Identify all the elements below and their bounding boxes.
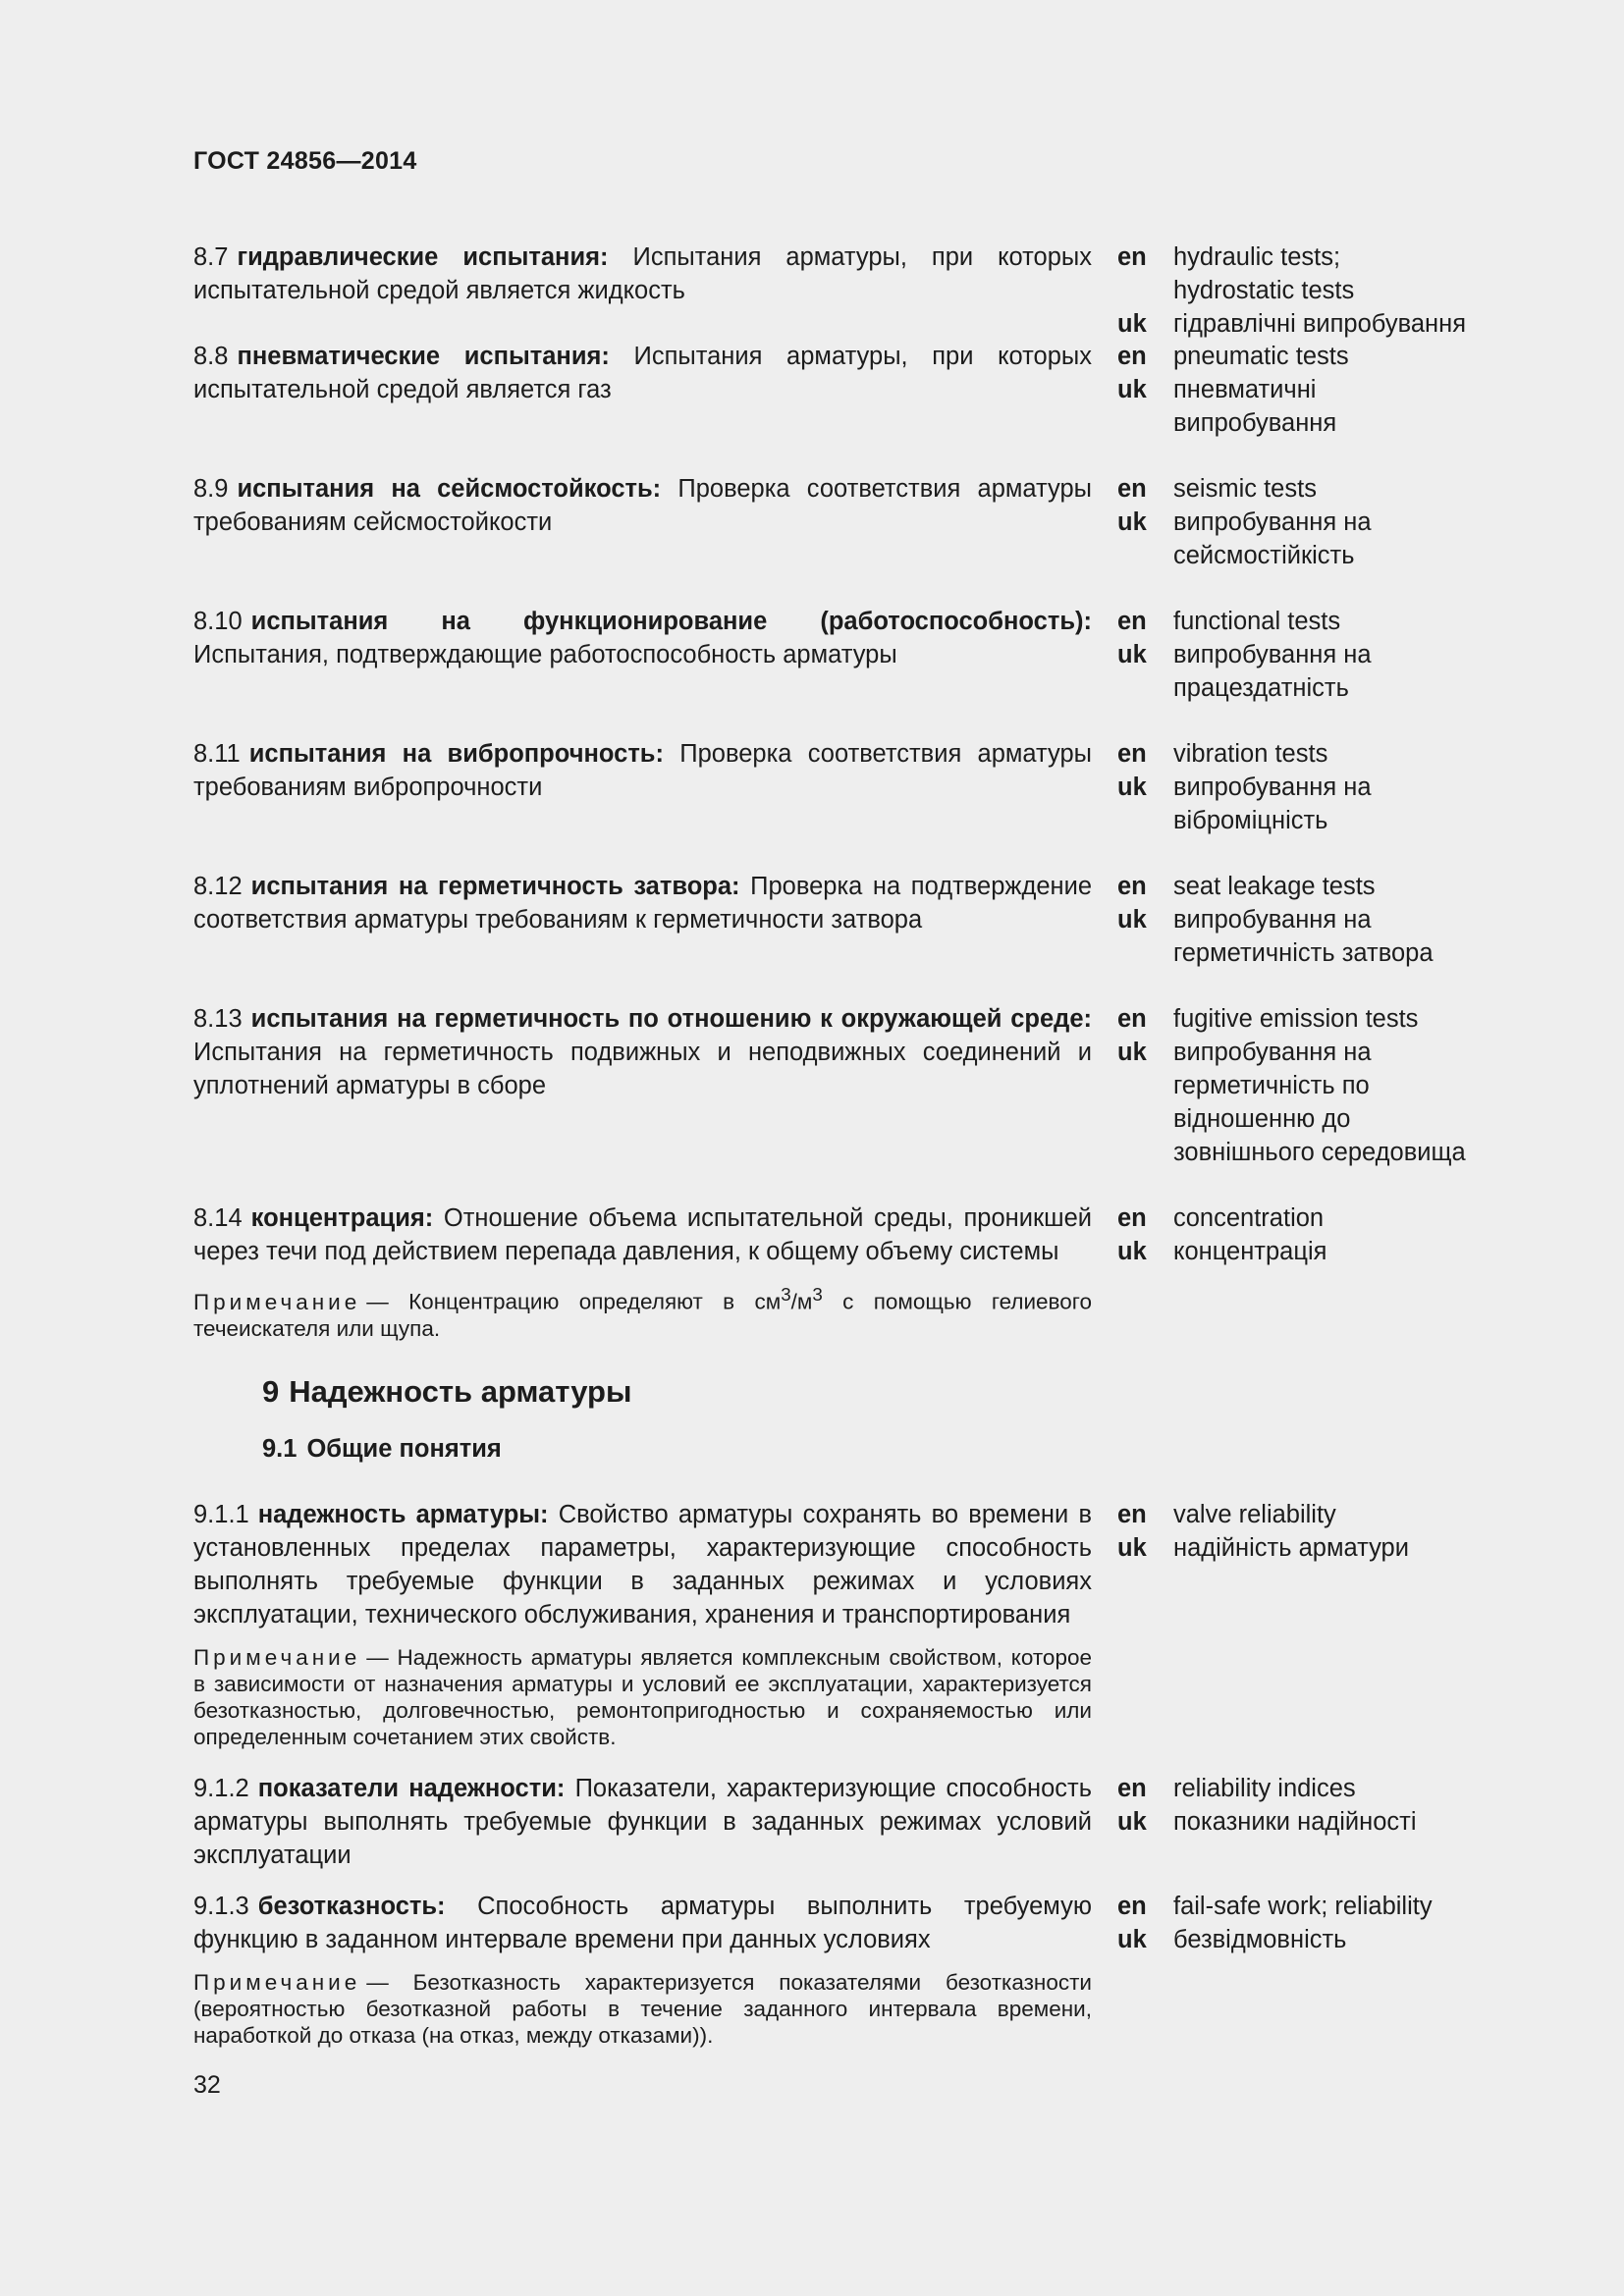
term-text: Проверка соответствия арматуры требованиям вибропрочности <box>193 740 1092 801</box>
term-translations <box>1117 1772 1451 1839</box>
term-entry-8-12 <box>193 870 1499 970</box>
term-definition <box>193 1498 1092 1631</box>
term-uk: випробування на працездатність <box>1173 641 1372 702</box>
term-uk: випробування на герметичність по відношенню до зовнішнього середовища <box>1173 1039 1466 1166</box>
term-text: Показатели, характеризующие способность арматуры выполнять требуемые функции в заданных режимах условий эксплуатации <box>193 1774 1092 1869</box>
term-en: seat leakage tests <box>1173 873 1376 900</box>
term-text: Способность арматуры выполнить требуемую функцию в заданном интервале времени при данных условиях <box>193 1892 1092 1953</box>
term-text: Отношение объема испытательной среды, проникшей через течи под действием перепада давления, к общему объему системы <box>193 1204 1092 1265</box>
term-entry-8-9 <box>193 472 1499 572</box>
term-text: Свойство арматуры сохранять во времени в установленных пределах параметры, характеризующие способность выполнять требуемые функции в заданных режимах и условиях эксплуатации, технического обслуживания, хранения и транспортирования <box>193 1500 1092 1629</box>
note-label: Примечание <box>193 1969 361 1995</box>
note-text-part: — Концентрацию определяют в см <box>366 1289 782 1314</box>
term-en: seismic tests <box>1173 475 1317 503</box>
term-uk: випробування на сейсмостійкість <box>1173 508 1372 569</box>
lang-code-en: en <box>1117 243 1147 271</box>
term-en: hydraulic tests; hydrostatic tests <box>1173 243 1355 304</box>
term-translations <box>1117 1890 1451 1956</box>
superscript: 3 <box>812 1284 823 1305</box>
term-name: надежность арматуры: <box>257 1500 549 1528</box>
subsection-title: Общие понятия <box>306 1434 502 1463</box>
term-en: valve reliability <box>1173 1500 1336 1528</box>
term-translations <box>1117 1201 1451 1268</box>
term-text: Проверка на подтверждение соответствия арматуры требованиям к герметичности затвора <box>193 873 1093 934</box>
section-number: 9 <box>262 1373 280 1409</box>
note-9-1-1 <box>193 1644 1092 1750</box>
term-entry-8-13 <box>193 1002 1499 1169</box>
page-header-doc-code: ГОСТ 24856—2014 <box>193 147 417 175</box>
term-translations <box>1117 1498 1451 1565</box>
lang-code-uk: uk <box>1117 1807 1147 1836</box>
lang-code-uk: uk <box>1117 376 1147 403</box>
note-8-14 <box>193 1281 1092 1342</box>
term-en: pneumatic tests <box>1173 343 1349 370</box>
lang-code-uk: uk <box>1117 1039 1147 1066</box>
term-translations <box>1117 737 1451 837</box>
note-text: — Безотказность характеризуется показателями безотказности (вероятностью безотказной работы в течение заданного интервала времени, наработкой до отказа (на отказ, между отказами)). <box>193 1969 1092 2048</box>
term-entry-9-1-3 <box>193 1890 1499 2049</box>
term-en: fail-safe work; reliability <box>1173 1892 1433 1920</box>
term-name: показатели надежности: <box>257 1774 566 1802</box>
section-heading-9 <box>262 1374 1499 1410</box>
term-translations <box>1117 340 1451 440</box>
term-uk: безвідмовність <box>1173 1925 1347 1953</box>
term-text: Испытания на герметичность подвижных и неподвижных соединений и уплотнений арматуры в сборе <box>193 1039 1092 1099</box>
term-definition <box>193 605 1092 671</box>
term-uk: випробування на віброміцність <box>1173 774 1372 834</box>
term-entry-9-1-1 <box>193 1498 1499 1750</box>
term-uk: випробування на герметичність затвора <box>1173 906 1434 967</box>
term-entry-9-1-2 <box>193 1772 1499 1872</box>
lang-code-uk: uk <box>1117 641 1147 668</box>
note-text-part: с помощью гелиевого течеискателя или щупа. <box>193 1289 1092 1341</box>
term-definition <box>193 472 1092 539</box>
note-text: — Надежность арматуры является комплексным свойством, которое в зависимости от назначения арматуры и условий ее эксплуатации, характеризуется безотказностью, долговечностью, ремонтопригодностью и сохраняемостью или определенным сочетанием этих свойств. <box>193 1644 1092 1749</box>
term-name: испытания на вибропрочность: <box>248 740 664 768</box>
term-number: 8.10 <box>193 608 243 635</box>
term-name: концентрация: <box>250 1204 434 1232</box>
term-text: Испытания арматуры, при которых испытательной средой является жидкость <box>193 243 1092 304</box>
note-text-part: /м <box>790 1289 813 1314</box>
term-number: 8.7 <box>193 243 229 271</box>
term-translations <box>1117 1002 1466 1169</box>
term-entry-8-8 <box>193 340 1499 440</box>
term-number: 8.12 <box>193 873 243 900</box>
lang-code-en: en <box>1117 740 1147 768</box>
page-number: 32 <box>193 2071 221 2099</box>
term-en: reliability indices <box>1173 1774 1356 1802</box>
lang-code-uk: uk <box>1117 508 1147 536</box>
term-name: испытания на функционирование (работоспособность): <box>250 608 1092 635</box>
term-number: 9.1.2 <box>193 1774 249 1802</box>
term-name: гидравлические испытания: <box>237 243 609 271</box>
term-translations <box>1117 240 1467 341</box>
term-text: Испытания арматуры, при которых испытательной средой является газ <box>193 343 1092 403</box>
lang-code-uk: uk <box>1117 774 1147 801</box>
term-definition <box>193 340 1092 406</box>
term-name: пневматические испытания: <box>237 343 610 370</box>
term-uk: пневматичні випробування <box>1173 376 1337 437</box>
term-definition <box>193 1002 1092 1102</box>
lang-code-uk: uk <box>1117 1533 1147 1562</box>
term-number: 8.14 <box>193 1204 243 1232</box>
subsection-number: 9.1 <box>262 1434 298 1463</box>
note-label: Примечание <box>193 1644 361 1670</box>
lang-code-uk: uk <box>1117 1925 1147 1953</box>
term-number: 8.13 <box>193 1005 243 1033</box>
document-body <box>193 240 1499 2049</box>
term-en: fugitive emission tests <box>1173 1005 1419 1033</box>
term-en: vibration tests <box>1173 740 1328 768</box>
term-definition <box>193 1772 1092 1872</box>
term-name: испытания на сейсмостойкость: <box>237 475 662 503</box>
term-entry-8-11 <box>193 737 1499 837</box>
term-number: 9.1.3 <box>193 1892 249 1920</box>
superscript: 3 <box>781 1284 791 1305</box>
term-number: 8.8 <box>193 343 229 370</box>
lang-code-en: en <box>1117 475 1147 503</box>
lang-code-uk: uk <box>1117 906 1147 934</box>
term-uk: гідравлічні випробування <box>1173 310 1467 338</box>
term-translations <box>1117 472 1451 572</box>
term-text: Проверка соответствия арматуры требованиям сейсмостойкости <box>193 475 1092 536</box>
term-uk: показники надійності <box>1173 1807 1417 1836</box>
term-translations <box>1117 870 1451 970</box>
term-name: испытания на герметичность по отношению к окружающей среде: <box>250 1005 1092 1033</box>
term-name: безотказность: <box>257 1892 446 1920</box>
lang-code-en: en <box>1117 1500 1147 1528</box>
term-uk: надійність арматури <box>1173 1533 1409 1562</box>
lang-code-en: en <box>1117 1892 1147 1920</box>
term-name: испытания на герметичность затвора: <box>250 873 740 900</box>
note-9-1-3 <box>193 1969 1092 2049</box>
subsection-heading-9-1 <box>262 1435 1499 1464</box>
term-definition <box>193 870 1092 936</box>
term-en: functional tests <box>1173 608 1341 635</box>
term-number: 8.11 <box>193 740 241 768</box>
term-entry-8-10 <box>193 605 1499 705</box>
section-title: Надежность арматуры <box>289 1373 632 1409</box>
term-number: 8.9 <box>193 475 229 503</box>
term-en: concentration <box>1173 1204 1325 1232</box>
lang-code-uk: uk <box>1117 310 1147 338</box>
term-uk: концентрація <box>1173 1238 1327 1265</box>
lang-code-en: en <box>1117 873 1147 900</box>
term-entry-8-7 <box>193 240 1499 338</box>
term-translations <box>1117 605 1451 705</box>
term-entry-8-14 <box>193 1201 1499 1342</box>
lang-code-en: en <box>1117 1204 1147 1232</box>
term-text: Испытания, подтверждающие работоспособность арматуры <box>193 641 897 668</box>
term-definition <box>193 240 1092 307</box>
term-definition <box>193 1201 1092 1268</box>
term-definition <box>193 737 1092 804</box>
lang-code-en: en <box>1117 343 1147 370</box>
lang-code-en: en <box>1117 1005 1147 1033</box>
term-definition <box>193 1890 1092 1956</box>
note-label: Примечание <box>193 1289 361 1314</box>
lang-code-uk: uk <box>1117 1238 1147 1265</box>
lang-code-en: en <box>1117 1774 1147 1802</box>
term-number: 9.1.1 <box>193 1500 249 1528</box>
lang-code-en: en <box>1117 608 1147 635</box>
